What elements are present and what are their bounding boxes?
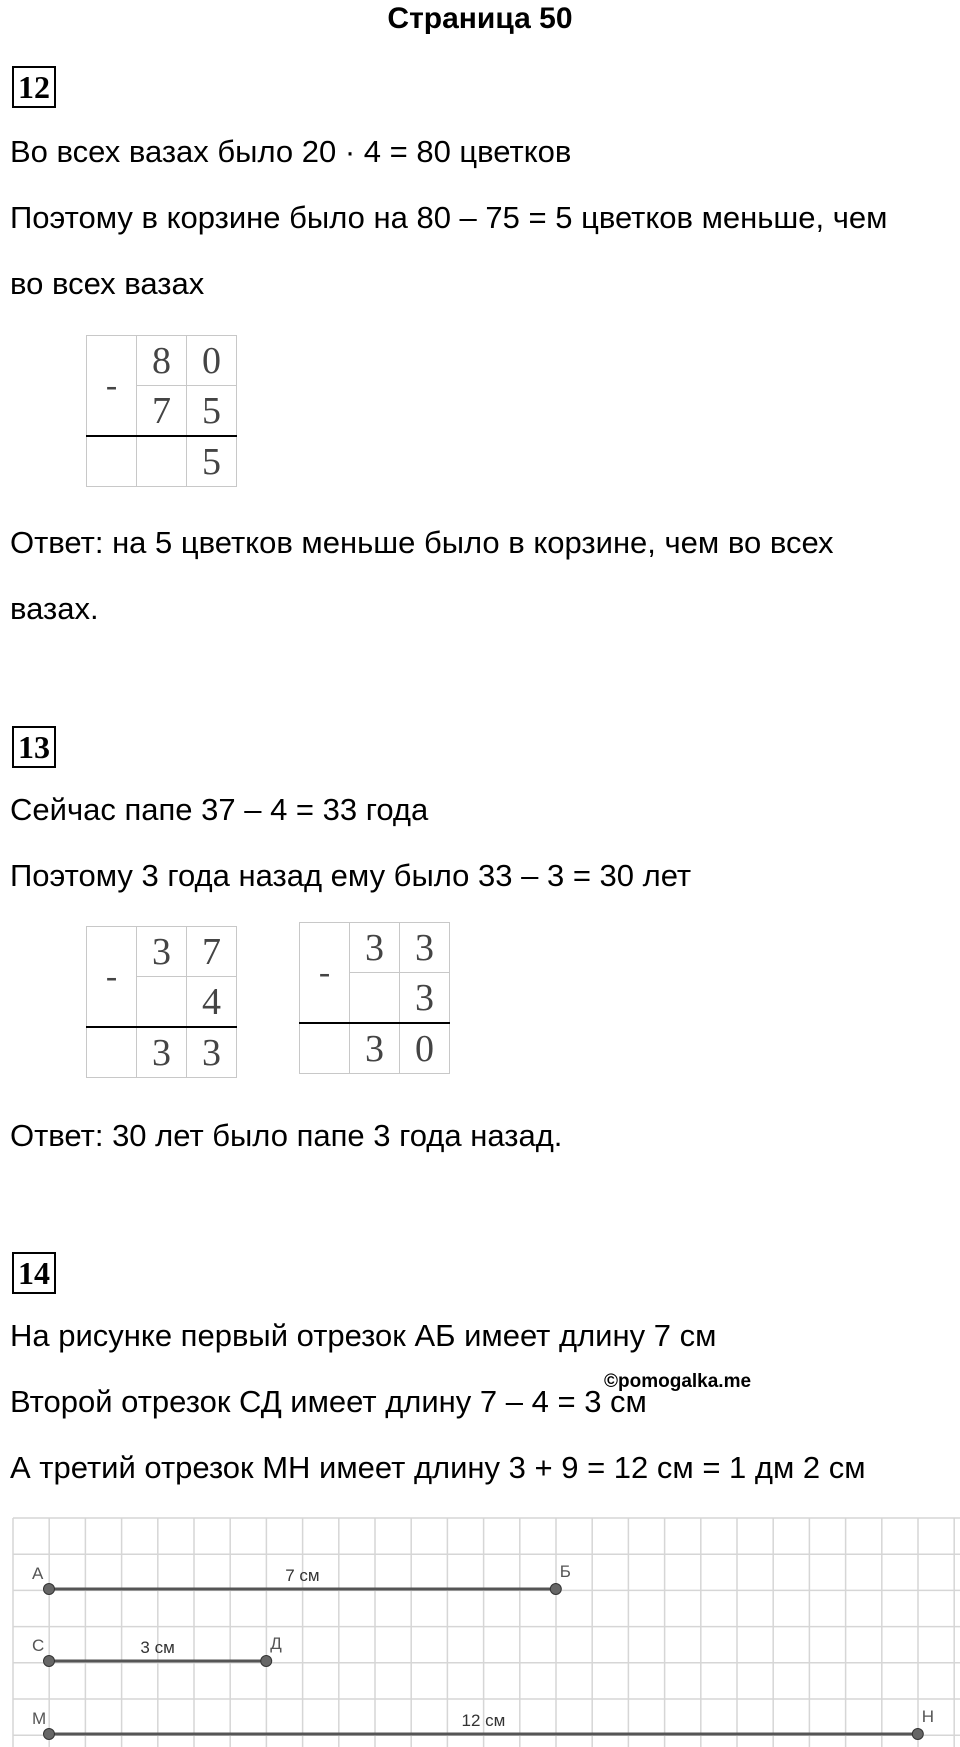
- task12-answer-line2: вазах.: [10, 591, 99, 626]
- digit-cell: 0: [187, 336, 237, 386]
- point-label: Н: [921, 1707, 935, 1726]
- digit-cell: 3: [137, 927, 187, 977]
- task12-line3: во всех вазах: [10, 266, 205, 301]
- digit-cell: 3: [137, 1027, 187, 1078]
- digit-cell: 7: [137, 386, 187, 437]
- task-number-12: 12: [12, 66, 56, 108]
- digit-cell: [87, 436, 137, 487]
- minus-sign: -: [87, 336, 137, 437]
- digit-cell: 5: [187, 436, 237, 487]
- digit-cell: 3: [400, 973, 450, 1024]
- digit-cell: [300, 1023, 350, 1074]
- task12-line2: Поэтому в корзине было на 80 – 75 = 5 цветков меньше, чем: [10, 200, 888, 235]
- task14-line1: На рисунке первый отрезок АБ имеет длину 7 см: [10, 1318, 717, 1353]
- segment-point: [912, 1729, 923, 1740]
- minus-sign: -: [87, 927, 137, 1028]
- watermark: ©pomogalka.me: [604, 1371, 752, 1392]
- segments-figure: [0, 1510, 960, 1747]
- task13-line2: Поэтому 3 года назад ему было 33 – 3 = 30 лет: [10, 858, 692, 893]
- digit-cell: 5: [187, 386, 237, 437]
- task-number-13: 13: [12, 726, 56, 768]
- task12-answer-line1: Ответ: на 5 цветков меньше было в корзине, чем во всех: [10, 525, 834, 560]
- task13-answer: Ответ: 30 лет было папе 3 года назад.: [10, 1118, 563, 1153]
- segment-point: [44, 1729, 55, 1740]
- point-label: А: [32, 1564, 44, 1583]
- page-title: Страница 50: [387, 2, 573, 35]
- task14-line3: А третий отрезок МН имеет длину 3 + 9 = 12 см = 1 дм 2 см: [10, 1450, 866, 1485]
- point-label: Б: [559, 1562, 571, 1581]
- segment-point: [44, 1584, 55, 1595]
- task13-line1: Сейчас папе 37 – 4 = 33 года: [10, 792, 429, 827]
- task12-line1: Во всех вазах было 20 · 4 = 80 цветков: [10, 134, 572, 169]
- digit-cell: 4: [187, 977, 237, 1028]
- segment-length-label: 3 см: [140, 1638, 175, 1657]
- point-label: М: [32, 1709, 47, 1728]
- digit-cell: 3: [400, 923, 450, 973]
- point-label: Д: [270, 1634, 282, 1653]
- digit-cell: 3: [350, 923, 400, 973]
- column-subtraction-80-75: [86, 335, 237, 487]
- digit-cell: [137, 977, 187, 1028]
- segment-point: [261, 1656, 272, 1667]
- column-subtraction-33-3: [299, 922, 450, 1074]
- column-subtraction-37-4: [86, 926, 237, 1078]
- digit-cell: 7: [187, 927, 237, 977]
- digit-cell: [350, 973, 400, 1024]
- digit-cell: 8: [137, 336, 187, 386]
- task-number-14: 14: [12, 1252, 56, 1294]
- digit-cell: 3: [350, 1023, 400, 1074]
- digit-cell: [87, 1027, 137, 1078]
- digit-cell: 0: [400, 1023, 450, 1074]
- segment-point: [550, 1584, 561, 1595]
- segment-length-label: 7 см: [285, 1566, 320, 1585]
- digit-cell: 3: [187, 1027, 237, 1078]
- segment-point: [44, 1656, 55, 1667]
- digit-cell: [137, 436, 187, 487]
- point-label: С: [32, 1636, 45, 1655]
- segment-length-label: 12 см: [461, 1711, 506, 1730]
- minus-sign: -: [300, 923, 350, 1024]
- task14-line2: Второй отрезок СД имеет длину 7 – 4 = 3 см: [10, 1384, 647, 1419]
